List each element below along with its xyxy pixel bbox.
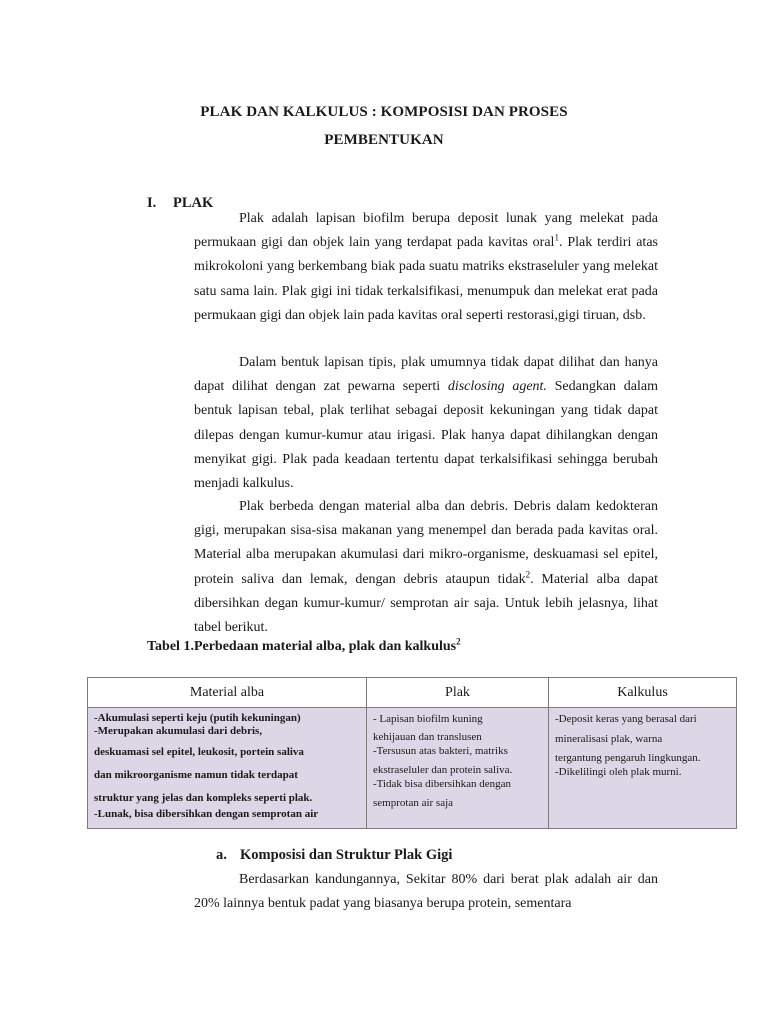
paragraph-2-italic: disclosing agent. [447, 379, 547, 395]
cell-line: deskuamasi sel epitel, leukosit, portein saliva [94, 746, 304, 758]
table-row [88, 708, 737, 829]
paragraph-3 [194, 495, 658, 640]
cell-line: -Tersusun atas bakteri, matriks [373, 745, 508, 757]
cell-line: -Merupakan akumulasi dari debris, [94, 725, 263, 737]
comparison-table [87, 677, 737, 829]
paragraph-2 [194, 351, 658, 496]
footnote-ref-1: 1 [554, 232, 559, 243]
cell-line: kehijauan dan translusen [373, 731, 482, 743]
section-heading: PLAK [173, 195, 214, 211]
section-number: I. [147, 195, 157, 211]
header-plak: Plak [367, 678, 549, 708]
footnote-ref-2: 2 [525, 568, 531, 579]
paragraph-3-text-b: . Material alba dapat dibersihkan degan kumur-kumur/ semprotan air saja. Untuk lebih jelasnya, lihat tabel berikut. [194, 571, 658, 636]
cell-line: dan mikroorganisme namun tidak terdapat [94, 769, 298, 781]
page-title-line-2: PEMBENTUKAN [324, 132, 444, 148]
table-header-row [88, 678, 737, 708]
header-material-alba: Material alba [88, 678, 367, 708]
paragraph-1-text-a: Plak adalah lapisan biofilm berupa deposit lunak yang melekat pada permukaan gigi dan objek lain yang terdapat pada kavitas oral [194, 211, 658, 251]
subsection-heading: Komposisi dan Struktur Plak Gigi [240, 847, 453, 863]
paragraph-2-text-a: Dalam bentuk lapisan tipis, plak umumnya tidak dapat dilihat dan hanya dapat dilihat dengan zat pewarna seperti [194, 355, 658, 395]
paragraph-3-text-a: Plak berbeda dengan material alba dan debris. Debris dalam kedokteran gigi, merupakan sisa-sisa makanan yang menempel dan berada pada kavitas oral. Material alba merupakan akumulasi dari mikro-organisme, deskuamasi sel epitel, protein saliva dan lemak, dengan debris ataupun tidak [194, 499, 658, 587]
cell-plak [367, 708, 549, 829]
table-caption-footnote: 2 [456, 636, 461, 647]
cell-line: - Lapisan biofilm kuning [373, 713, 483, 725]
cell-line: -Lunak, bisa dibersihkan dengan semprotan air [94, 808, 319, 820]
cell-line: struktur yang jelas dan kompleks seperti plak. [94, 792, 313, 804]
paragraph-1-text-b: . Plak terdiri atas mikrokoloni yang berkembang biak pada suatu matriks ekstraseluler yang melekat satu sama lain. Plak gigi ini tidak terkalsifikasi, menumpuk dan melekat erat pada permukaan gigi dan objek lain pada kavitas oral seperti restorasi,gigi tiruan, dsb. [194, 235, 658, 323]
cell-line: -Tidak bisa dibersihkan dengan [373, 778, 511, 790]
table-caption [147, 636, 461, 655]
paragraph-1 [194, 207, 658, 328]
cell-kalkulus [549, 708, 737, 829]
subsection-letter: a. [216, 847, 227, 863]
cell-line: ekstraseluler dan protein saliva. [373, 764, 513, 776]
cell-line: tergantung pengaruh lingkungan. [555, 752, 701, 764]
header-kalkulus: Kalkulus [549, 678, 737, 708]
paragraph-2-text-b: Sedangkan dalam bentuk lapisan tebal, plak terlihat sebagai deposit kekuningan yang tidak dapat dilepas dengan kumur-kumur atau irigasi. Plak hanya dapat dihilangkan dengan menyikat gigi. Plak pada keadaan tertentu dapat terkalsifikasi sehingga berubah menjadi kalkulus. [194, 379, 658, 492]
page-title-line-1: PLAK DAN KALKULUS : KOMPOSISI DAN PROSES [200, 104, 568, 120]
cell-line: semprotan air saja [373, 797, 454, 809]
table-caption-text: Tabel 1.Perbedaan material alba, plak dan kalkulus [147, 639, 457, 654]
cell-line: -Akumulasi seperti keju (putih kekuningan) [94, 712, 301, 724]
cell-line: mineralisasi plak, warna [555, 733, 663, 745]
cell-material-alba [88, 708, 367, 829]
subsection-paragraph: Berdasarkan kandungannya, Sekitar 80% dari berat plak adalah air dan 20% lainnya bentuk padat yang biasanya berupa protein, sementara [194, 872, 658, 912]
cell-line: -Deposit keras yang berasal dari [555, 713, 697, 725]
cell-line: -Dikelilingi oleh plak murni. [555, 766, 682, 778]
